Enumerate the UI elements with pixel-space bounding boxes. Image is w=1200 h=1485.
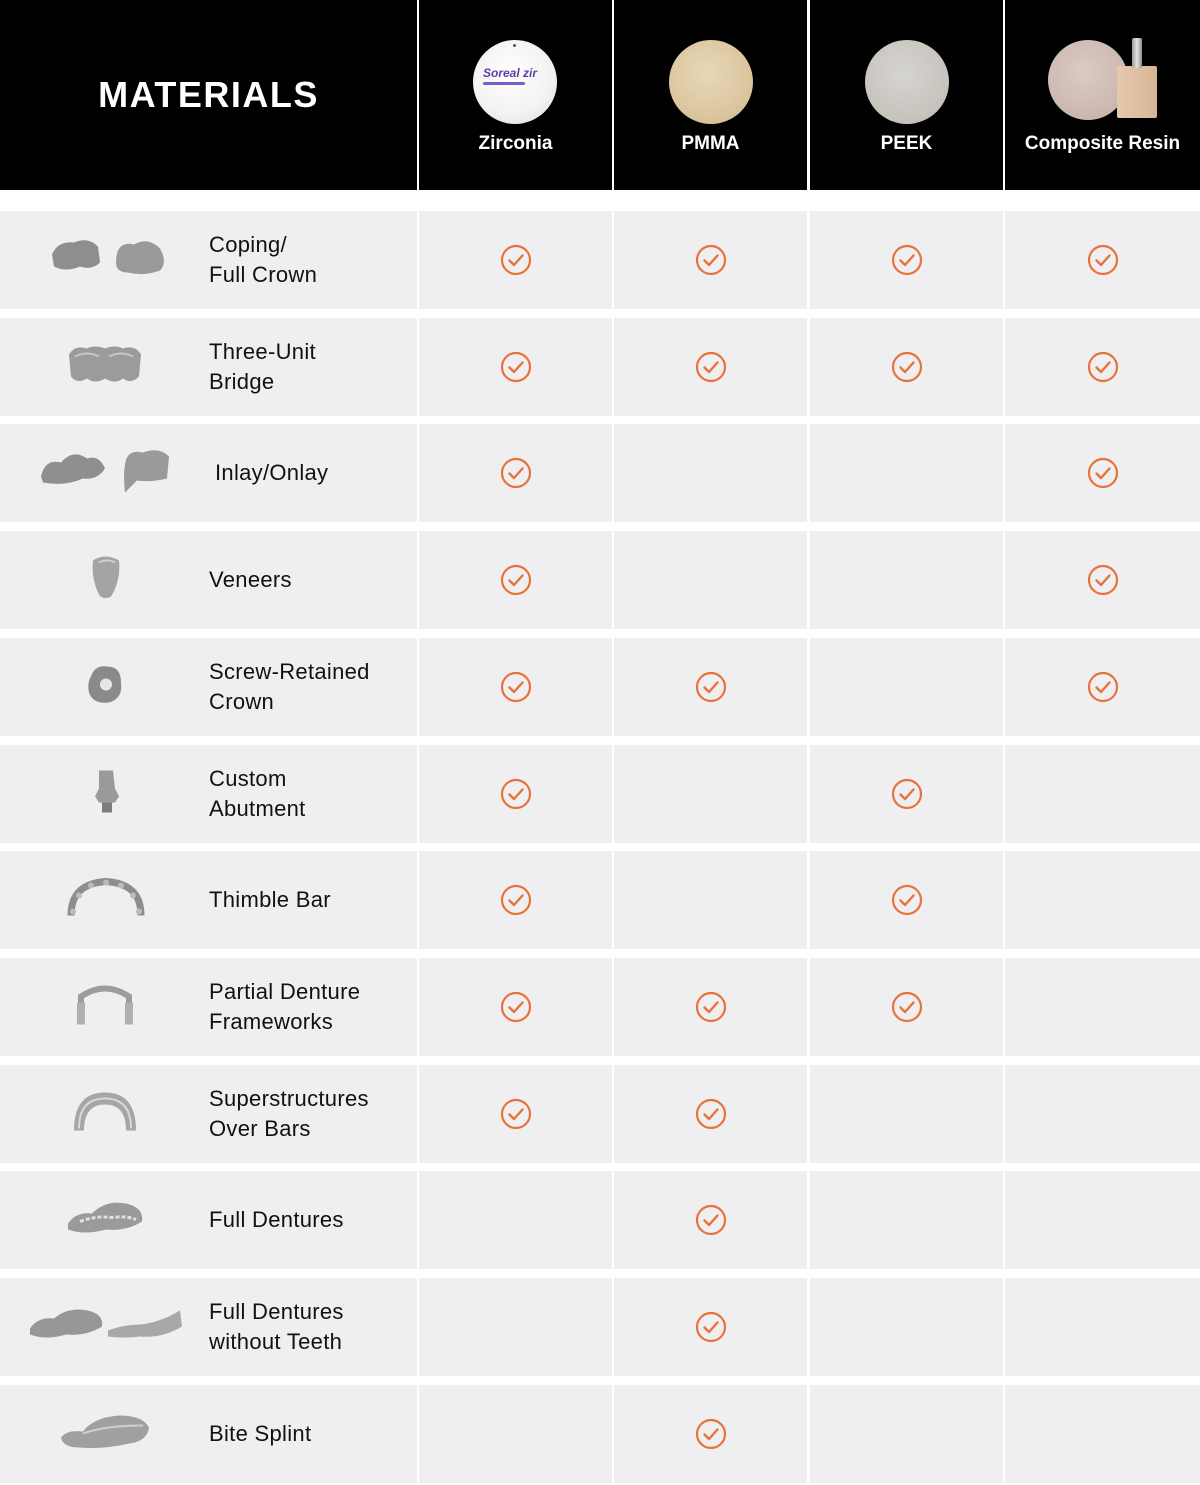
check-icon [500, 991, 532, 1023]
cell-resin [1005, 851, 1200, 949]
cell-pmma [614, 211, 807, 309]
check-icon [891, 884, 923, 916]
table-row [0, 851, 1200, 949]
application-label: Screw-Retained Crown [209, 658, 370, 714]
cell-zirconia [419, 745, 612, 843]
screw-crown-icon [85, 662, 125, 711]
check-icon [695, 1418, 727, 1450]
cell-peek [810, 1278, 1003, 1376]
table-row [0, 745, 1200, 843]
table-row [0, 958, 1200, 1056]
column-header-resin [1005, 0, 1200, 190]
application-cell [0, 958, 417, 1056]
cell-pmma [614, 424, 807, 522]
cell-pmma [614, 745, 807, 843]
cell-resin [1005, 958, 1200, 1056]
check-icon [500, 351, 532, 383]
application-cell [0, 424, 417, 522]
cell-pmma [614, 638, 807, 736]
application-cell [0, 211, 417, 309]
check-icon [695, 991, 727, 1023]
pmma-disc-icon [669, 40, 753, 124]
cell-zirconia [419, 318, 612, 416]
check-icon [891, 244, 923, 276]
cell-resin [1005, 1065, 1200, 1163]
materials-title: MATERIALS [98, 74, 319, 115]
cell-pmma [614, 851, 807, 949]
column-header-pmma [614, 0, 807, 190]
application-label: Bite Splint [209, 1420, 312, 1446]
inlay-onlay-icon [39, 447, 171, 500]
cell-pmma [614, 1385, 807, 1483]
cell-peek [810, 745, 1003, 843]
cell-zirconia [419, 1065, 612, 1163]
check-icon [1087, 564, 1119, 596]
application-cell [0, 1385, 417, 1483]
cell-resin [1005, 638, 1200, 736]
cell-peek [810, 1171, 1003, 1269]
cell-zirconia [419, 1171, 612, 1269]
check-icon [1087, 457, 1119, 489]
partial-denture-icon [73, 980, 137, 1033]
application-label: Veneers [209, 567, 292, 593]
check-icon [500, 564, 532, 596]
application-cell [0, 638, 417, 736]
cell-resin [1005, 1171, 1200, 1269]
check-icon [1087, 671, 1119, 703]
check-icon [695, 351, 727, 383]
check-icon [695, 244, 727, 276]
cell-zirconia [419, 424, 612, 522]
thimble-bar-icon [65, 876, 147, 925]
check-icon [500, 884, 532, 916]
resin-block-post-icon [1132, 38, 1142, 68]
application-label: Superstructures Over Bars [209, 1085, 369, 1141]
cell-peek [810, 851, 1003, 949]
check-icon [1087, 244, 1119, 276]
resin-block-icon [1117, 66, 1157, 118]
cell-resin [1005, 745, 1200, 843]
application-label: Full Dentures without Teeth [209, 1299, 344, 1354]
veneer-icon [89, 555, 123, 606]
cell-zirconia [419, 211, 612, 309]
denture-no-teeth-icon [28, 1307, 184, 1348]
coping-crown-icon [44, 233, 174, 288]
cell-zirconia [419, 1385, 612, 1483]
application-label: Thimble Bar [209, 887, 331, 913]
application-cell [0, 1171, 417, 1269]
check-icon [500, 671, 532, 703]
cell-peek [810, 424, 1003, 522]
cell-zirconia [419, 1278, 612, 1376]
check-icon [891, 991, 923, 1023]
check-icon [891, 778, 923, 810]
check-icon [1087, 351, 1119, 383]
cell-peek [810, 318, 1003, 416]
application-cell [0, 851, 417, 949]
application-label: Coping/ Full Crown [209, 232, 318, 287]
zirconia-logo-text: Soreal zir [483, 66, 538, 80]
check-icon [695, 1098, 727, 1130]
cell-resin [1005, 318, 1200, 416]
cell-peek [810, 211, 1003, 309]
application-cell [0, 318, 417, 416]
application-label: Three-Unit Bridge [209, 338, 316, 394]
cell-peek [810, 638, 1003, 736]
check-icon [500, 457, 532, 489]
check-icon [500, 1098, 532, 1130]
cell-resin [1005, 1385, 1200, 1483]
full-denture-icon [66, 1198, 146, 1243]
check-icon [500, 778, 532, 810]
application-cell [0, 1065, 417, 1163]
cell-pmma [614, 1278, 807, 1376]
table-row [0, 638, 1200, 736]
table-row [0, 1278, 1200, 1376]
cell-pmma [614, 531, 807, 629]
check-icon [891, 351, 923, 383]
cell-resin [1005, 424, 1200, 522]
application-label: Inlay/Onlay [215, 460, 329, 486]
application-label: Full Dentures [209, 1207, 344, 1233]
application-cell [0, 531, 417, 629]
resin-disc-icon [1048, 40, 1128, 120]
check-icon [695, 671, 727, 703]
abutment-icon [93, 768, 121, 819]
cell-pmma [614, 318, 807, 416]
cell-pmma [614, 958, 807, 1056]
cell-peek [810, 1065, 1003, 1163]
cell-peek [810, 1385, 1003, 1483]
application-cell [0, 1278, 417, 1376]
column-label-resin: Composite Resin [1024, 133, 1181, 154]
table-row [0, 318, 1200, 416]
table-row [0, 1171, 1200, 1269]
cell-pmma [614, 1065, 807, 1163]
check-icon [695, 1311, 727, 1343]
table-row [0, 424, 1200, 522]
table-row [0, 211, 1200, 309]
cell-resin [1005, 211, 1200, 309]
cell-zirconia [419, 638, 612, 736]
column-label-zirconia: Zirconia [478, 133, 553, 154]
cell-zirconia [419, 531, 612, 629]
application-label: Custom Abutment [209, 765, 306, 821]
materials-header-cell [0, 0, 417, 190]
bridge-icon [65, 342, 145, 391]
column-label-peek: PEEK [880, 133, 933, 154]
cell-resin [1005, 1278, 1200, 1376]
column-label-pmma: PMMA [681, 133, 740, 154]
bite-splint-icon [59, 1411, 153, 1456]
superstructure-icon [70, 1088, 140, 1139]
cell-peek [810, 958, 1003, 1056]
cell-zirconia [419, 851, 612, 949]
table-row [0, 1385, 1200, 1483]
zirconia-disc-icon [473, 40, 557, 124]
column-header-peek [810, 0, 1003, 190]
application-label: Partial Denture Frameworks [209, 978, 361, 1034]
column-header-zirconia [419, 0, 612, 190]
cell-resin [1005, 531, 1200, 629]
application-cell [0, 745, 417, 843]
check-icon [695, 1204, 727, 1236]
cell-peek [810, 531, 1003, 629]
cell-zirconia [419, 958, 612, 1056]
table-row [0, 531, 1200, 629]
table-row [0, 1065, 1200, 1163]
table-header [0, 0, 1200, 190]
peek-disc-icon [865, 40, 949, 124]
cell-pmma [614, 1171, 807, 1269]
check-icon [500, 244, 532, 276]
